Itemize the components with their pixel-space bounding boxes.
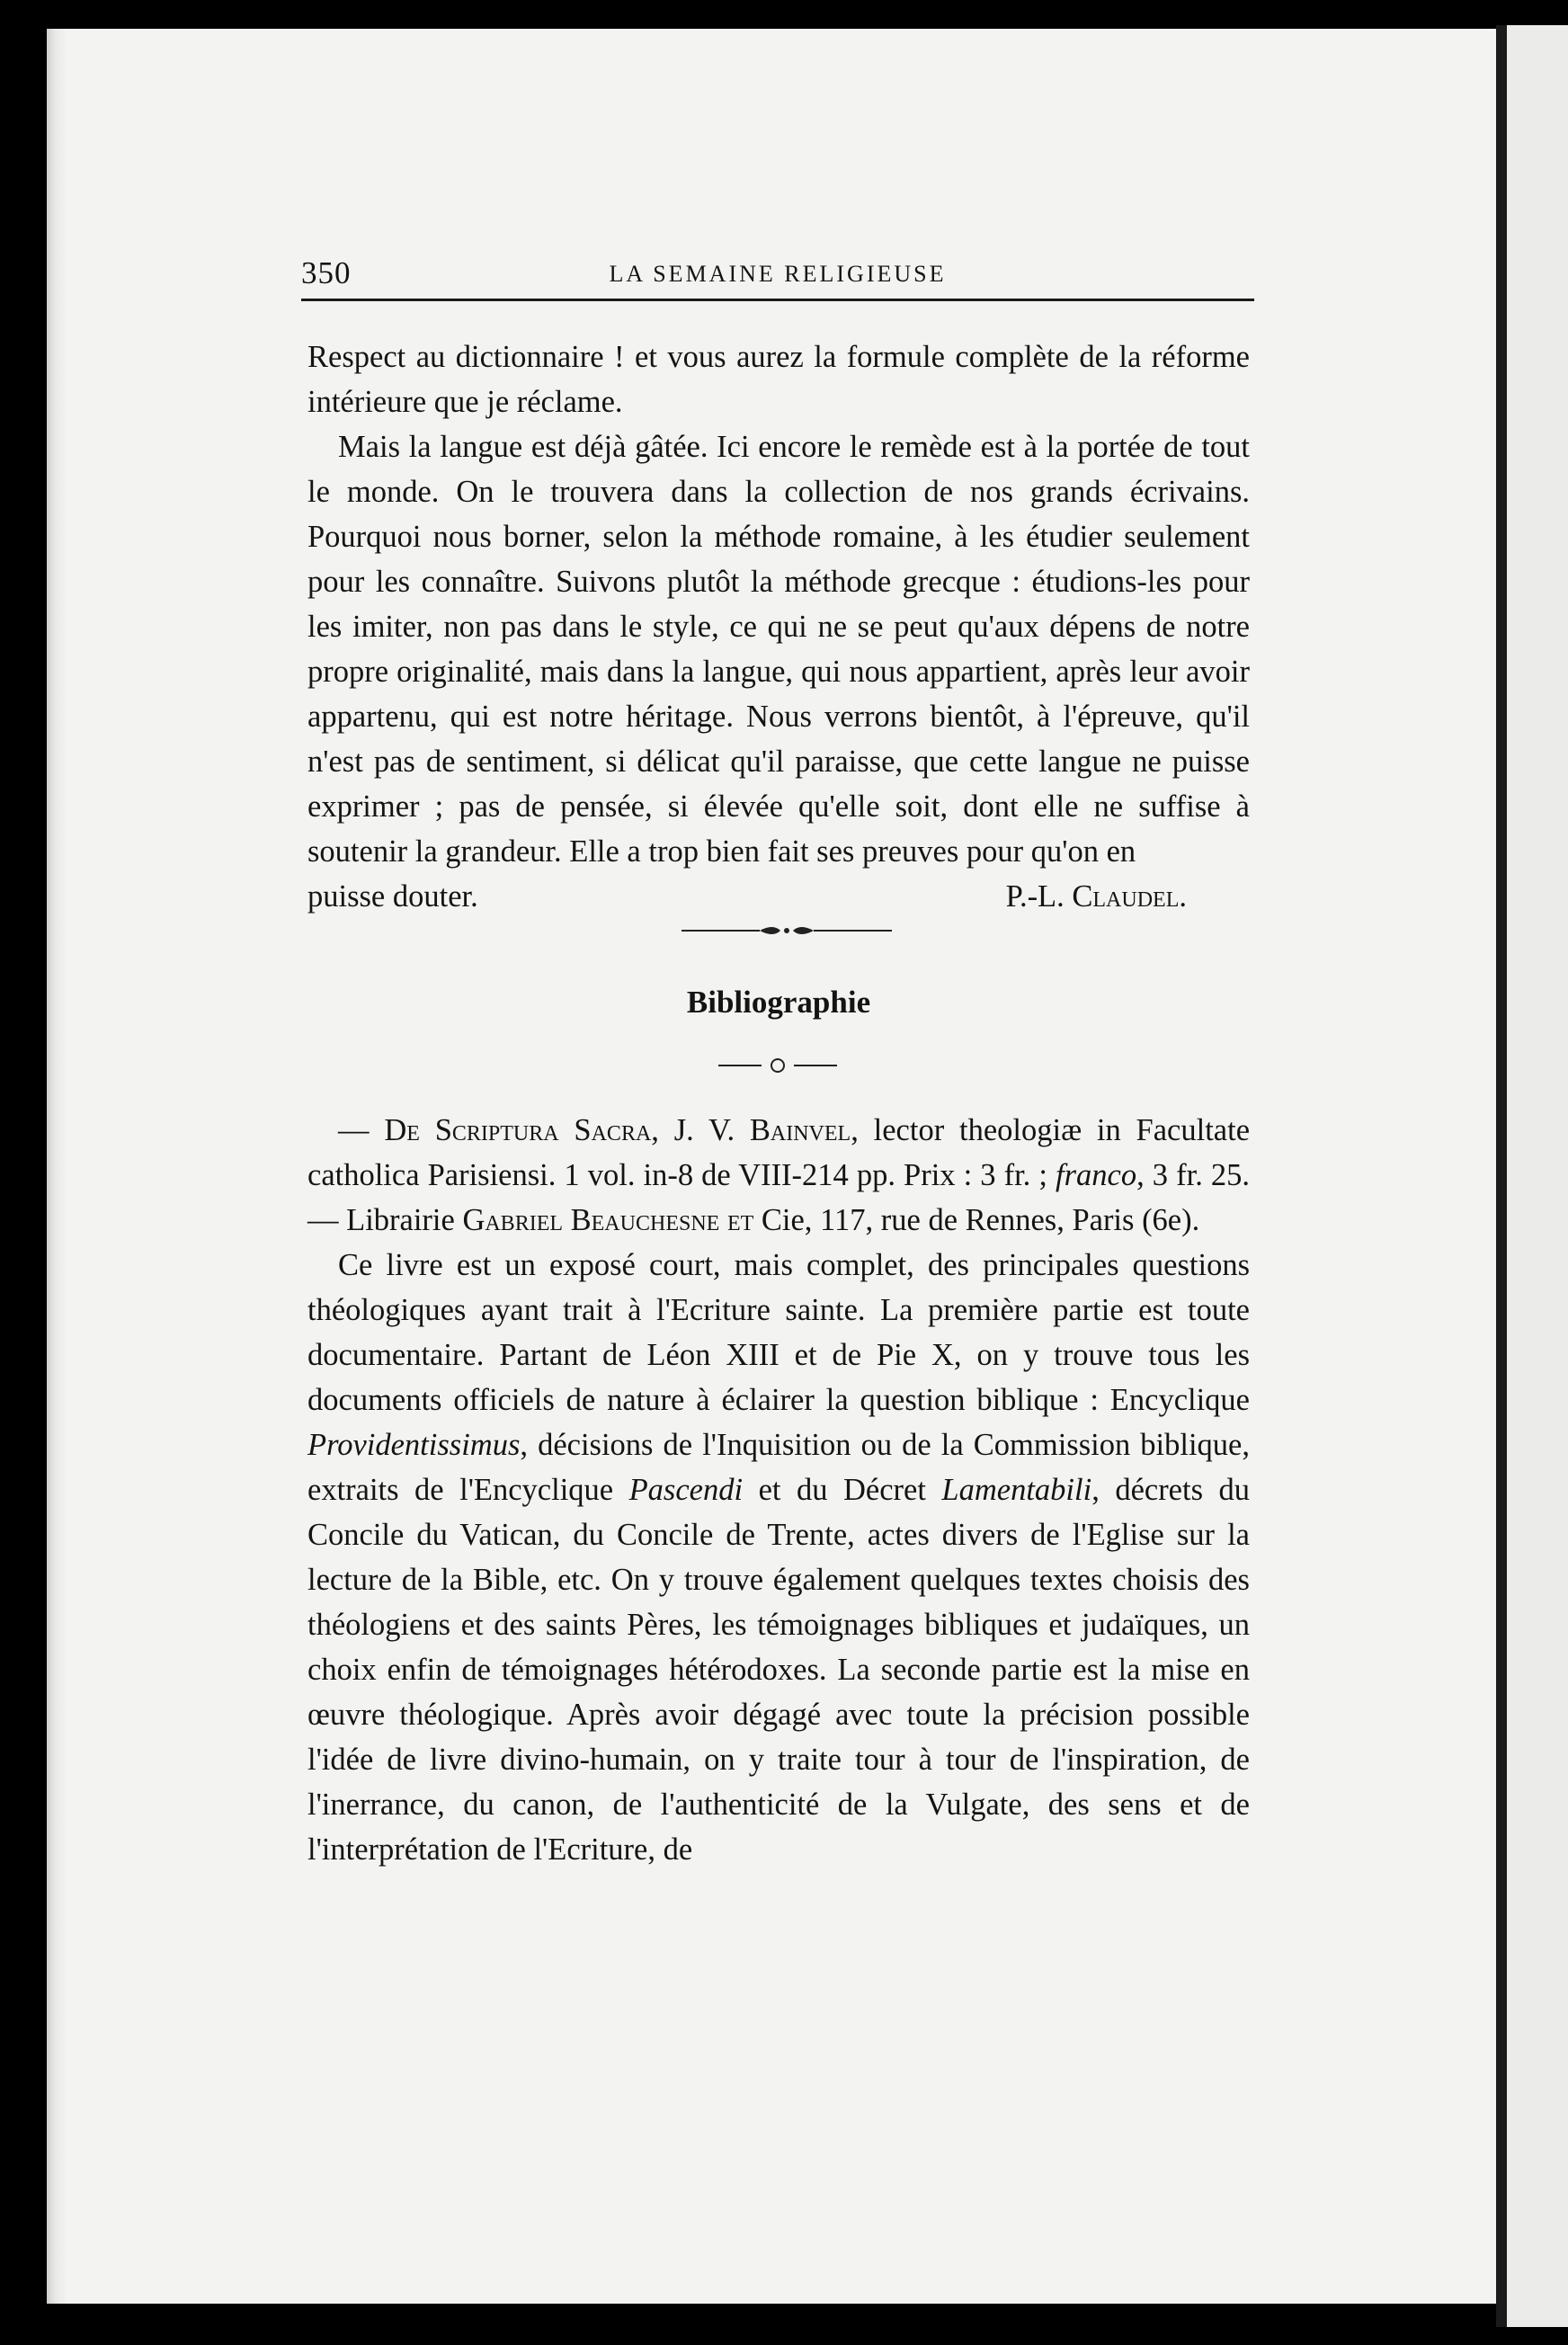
paragraph-respect: Respect au dictionnaire ! et vous aurez la formule complète de la réforme intérieure que je réclame. — [307, 340, 1250, 419]
section-heading: Bibliographie — [686, 985, 871, 1020]
page-number: 350 — [301, 255, 352, 290]
paragraph-langue: Mais la langue est déjà gâtée. Ici encore le remède est à la portée de tout le monde. On le trouvera dans la collection de nos grands écrivains. Pourquoi nous borner, selon la méthode romaine, à les étudier seulement pour les connaître. Suivons plutôt la méthode grecque : étudions-les pour les imiter, non pas dans le style, ce qui ne se peut qu'aux dépens de notre propre originalité, mais dans la langue, qui nous appartient, après leur avoir appartenu, qui est notre héritage. Nous verrons bientôt, à l'épreuve, qu'il n'est pas de sentiment, si délicat qu'il paraisse, que cette langue ne puisse exprimer ; pas de pensée, si élevée qu'elle soit, dont elle ne suffise à soutenir la grandeur. Elle a trop bien fait ses preuves pour qu'on en — [307, 430, 1250, 869]
bibliography-entry: — De Scriptura Sacra, J. V. Bainvel, lector theologiæ in Facultate catholica Parisiensi. 1 vol. in-8 de VIII-214 pp. Prix : 3 fr. ; franco, 3 fr. 25. — Librairie Gabriel Beauchesne et Cie, 117, rue de Rennes, Paris (6e). — [307, 1113, 1251, 1237]
section-ornament — [674, 917, 899, 944]
circle-ornament-icon — [771, 1058, 785, 1073]
book-gutter — [1496, 25, 1507, 2327]
publisher: Gabriel Beauchesne et — [462, 1203, 754, 1237]
running-title: LA SEMAINE RELIGIEUSE — [609, 261, 947, 287]
review-paragraph: Ce livre est un exposé court, mais complet, des principales questions théologiques ayant trait à l'Ecriture sainte. La première partie est toute documentaire. Partant de Léon XIII et de Pie X, on y trouve tous les documents officiels de nature à éclairer la question biblique : Encyclique Providentissimus, décisions de l'Inquisition ou de la Commission biblique, extraits de l'Encyclique Pascendi et du Décret Lamentabili, décrets du Concile du Vatican, du Concile de Trente, actes divers de l'Eglise sur la lecture de la Bible, etc. On y trouve également quelques textes choisis des théologiens et des saints Pères, les témoignages bibliques et judaïques, un choix enfin de témoignages hétérodoxes. La seconde partie est la mise en œuvre théologique. Après avoir dégagé avec toute la précision possible l'idée de livre divino-humain, on y traite tour à tour de l'inspiration, de l'inerrance, du canon, de l'authenticité de la Vulgate, des sens et de l'interprétation de l'Ecriture, de — [307, 1248, 1251, 1867]
bibliography-section — [307, 1108, 1250, 1872]
closing-line — [307, 874, 1250, 919]
page-edge-shadow — [47, 29, 67, 2304]
heading-rule — [710, 1052, 845, 1079]
facing-page-edge — [1507, 25, 1568, 2327]
author-signature: P.-L. Claudel. — [1005, 879, 1187, 914]
header-rule — [301, 299, 1254, 301]
book-title: De Scriptura Sacra — [384, 1113, 652, 1147]
closing-words: puisse douter. — [307, 879, 478, 914]
page-header — [301, 241, 1254, 295]
book-author: J. V. Bainvel — [673, 1113, 851, 1147]
essay-text — [307, 334, 1250, 919]
